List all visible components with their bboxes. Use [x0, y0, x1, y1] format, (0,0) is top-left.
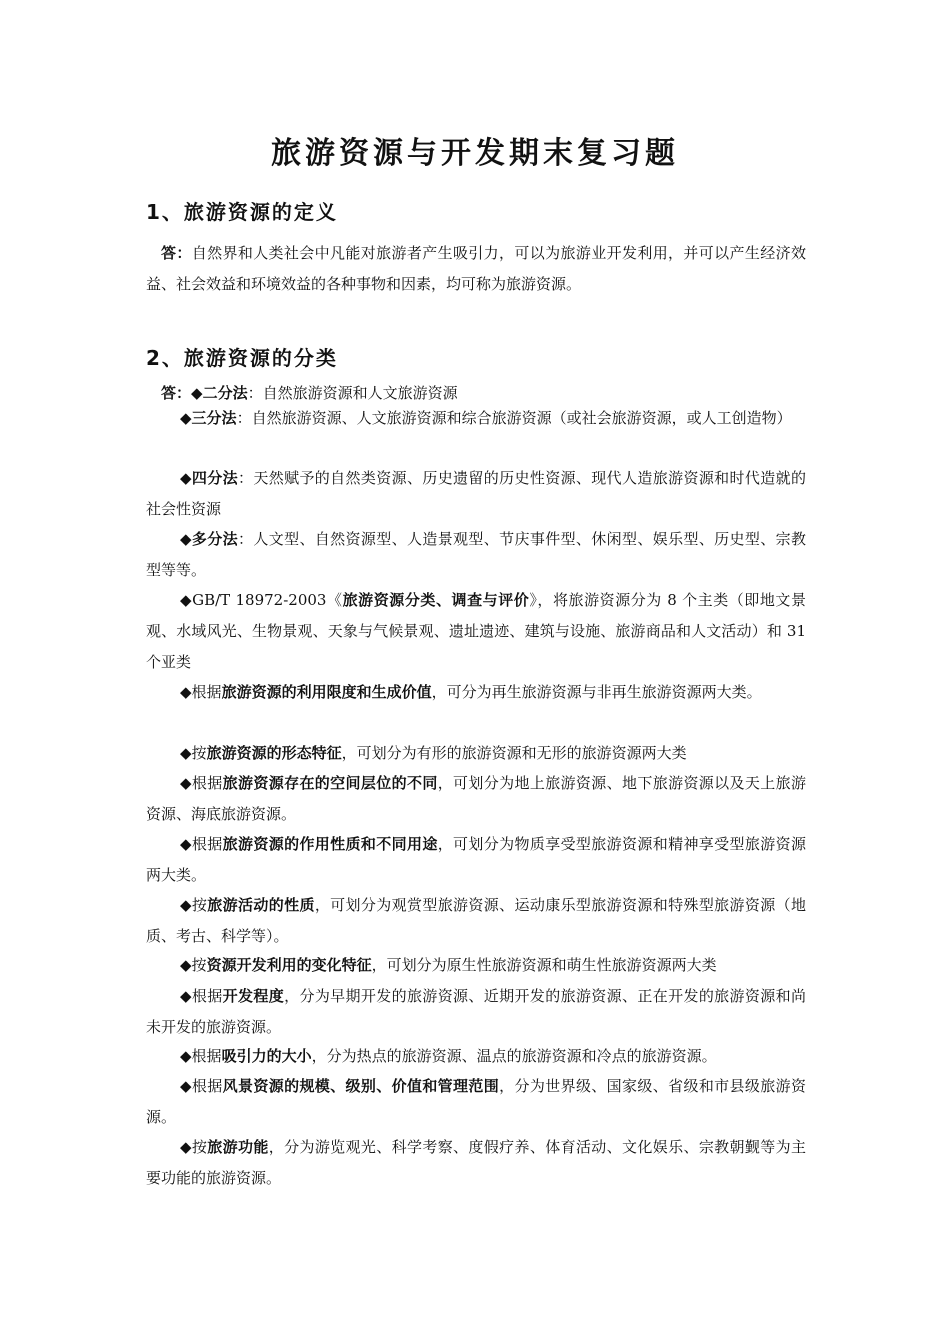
- q2-item: [146, 768, 806, 830]
- q2-heading: 2、旅游资源的分类: [146, 346, 338, 370]
- q2-item: [146, 950, 806, 981]
- item-keyword: 旅游资源存在的空间层位的不同: [222, 774, 438, 792]
- bullet-icon: ◆: [180, 835, 192, 853]
- item-keyword: 三分法: [191, 409, 237, 427]
- item-text: ：人文型、自然资源型、人造景观型、节庆事件型、休闲型、娱乐型、历史型、宗教型等等。: [146, 530, 806, 579]
- document-title: 旅游资源与开发期末复习题: [271, 136, 679, 171]
- item-keyword: 旅游资源的形态特征: [206, 744, 342, 762]
- q2-item: [146, 829, 806, 891]
- item-text: ，可划分为地上旅游资源、地下旅游资源以及天上旅游资源、海底旅游资源。: [146, 774, 806, 823]
- item-keyword: 二分法: [202, 384, 248, 402]
- bullet-icon: ◆: [180, 683, 192, 701]
- bullet-icon: ◆: [180, 469, 192, 487]
- item-text: 》，将旅游资源分为 8 个主类（即地文景观、水域风光、生物景观、天象与气候景观、遗址遗迹、建筑与设施、旅游商品和人文活动）和 31 个亚类: [146, 591, 806, 671]
- q2-item: [146, 1041, 806, 1072]
- item-keyword: 多分法: [191, 530, 238, 548]
- item-text: ：自然旅游资源和人文旅游资源: [247, 384, 458, 402]
- item-prefix: GB/T 18972-2003《: [192, 591, 343, 609]
- item-prefix: 根据: [191, 1047, 222, 1065]
- item-keyword: 旅游资源的作用性质和不同用途: [222, 835, 438, 853]
- bullet-icon: ◆: [180, 1047, 192, 1065]
- item-text: ，可划分为原生性旅游资源和萌生性旅游资源两大类: [371, 956, 717, 974]
- item-keyword: 旅游功能: [207, 1138, 269, 1156]
- bullet-icon: ◆: [180, 591, 193, 609]
- item-keyword: 吸引力的大小: [221, 1047, 312, 1065]
- item-text: ，分为游览观光、科学考察、度假疗养、体育活动、文化娱乐、宗教朝觐等为主要功能的旅游资源。: [146, 1138, 806, 1187]
- item-text: ，分为早期开发的旅游资源、近期开发的旅游资源、正在开发的旅游资源和尚未开发的旅游资源。: [146, 987, 806, 1036]
- item-keyword: 旅游资源分类、调查与评价: [342, 591, 530, 609]
- q2-item: [146, 677, 806, 708]
- item-keyword: 旅游资源的利用限度和生成价值: [221, 683, 432, 701]
- item-text: ：自然旅游资源、人文旅游资源和综合旅游资源（或社会旅游资源，或人工创造物）: [236, 409, 792, 427]
- item-prefix: 按: [191, 956, 207, 974]
- q1-heading: 1、旅游资源的定义: [146, 200, 338, 224]
- bullet-icon: ◆: [180, 530, 192, 548]
- item-keyword: 资源开发利用的变化特征: [206, 956, 372, 974]
- q2-item: [146, 463, 806, 525]
- bullet-icon: ◆: [180, 774, 192, 792]
- item-text: ，分为热点的旅游资源、温点的旅游资源和冷点的旅游资源。: [311, 1047, 717, 1065]
- answer-label: 答：: [161, 244, 192, 262]
- item-text: ：天然赋予的自然类资源、历史遗留的历史性资源、现代人造旅游资源和时代造就的社会性资源: [146, 469, 806, 518]
- q2-item: [146, 890, 806, 952]
- item-prefix: 按: [191, 896, 208, 914]
- q2-item: [146, 981, 806, 1043]
- bullet-icon: ◆: [180, 896, 192, 914]
- answer-text: 自然界和人类社会中凡能对旅游者产生吸引力，可以为旅游业开发利用，并可以产生经济效益、社会效益和环境效益的各种事物和因素，均可称为旅游资源。: [146, 244, 806, 293]
- q2-item: [146, 1132, 806, 1194]
- bullet-icon: ◆: [180, 1077, 192, 1095]
- item-prefix: 根据: [191, 774, 223, 792]
- item-text: ，可划分为观赏型旅游资源、运动康乐型旅游资源和特殊型旅游资源（地质、考古、科学等）。: [146, 896, 806, 945]
- answer-label: 答：: [161, 384, 192, 402]
- bullet-icon: ◆: [191, 384, 203, 402]
- item-text: ，可分为再生旅游资源与非再生旅游资源两大类。: [431, 683, 762, 701]
- item-keyword: 旅游活动的性质: [207, 896, 315, 914]
- item-keyword: 开发程度: [222, 987, 285, 1005]
- bullet-icon: ◆: [180, 987, 192, 1005]
- item-prefix: 根据: [191, 1077, 223, 1095]
- q2-item: [146, 403, 806, 434]
- item-text: ，分为世界级、国家级、省级和市县级旅游资源。: [146, 1077, 806, 1126]
- item-prefix: 根据: [191, 987, 223, 1005]
- q2-item: [146, 1071, 806, 1133]
- item-prefix: 根据: [191, 683, 222, 701]
- item-text: ，可划分为有形的旅游资源和无形的旅游资源两大类: [341, 744, 687, 762]
- bullet-icon: ◆: [180, 744, 192, 762]
- item-keyword: 风景资源的规模、级别、价值和管理范围: [222, 1077, 500, 1095]
- item-text: ，可划分为物质享受型旅游资源和精神享受型旅游资源两大类。: [146, 835, 806, 884]
- item-prefix: 按: [191, 1138, 208, 1156]
- q1-answer: [146, 238, 806, 300]
- bullet-icon: ◆: [180, 1138, 192, 1156]
- item-keyword: 四分法: [191, 469, 238, 487]
- bullet-icon: ◆: [180, 409, 192, 427]
- q2-item: [146, 585, 806, 678]
- q2-item: [146, 738, 806, 769]
- item-prefix: 根据: [191, 835, 223, 853]
- q2-item: [146, 524, 806, 586]
- item-prefix: 按: [191, 744, 207, 762]
- bullet-icon: ◆: [180, 956, 192, 974]
